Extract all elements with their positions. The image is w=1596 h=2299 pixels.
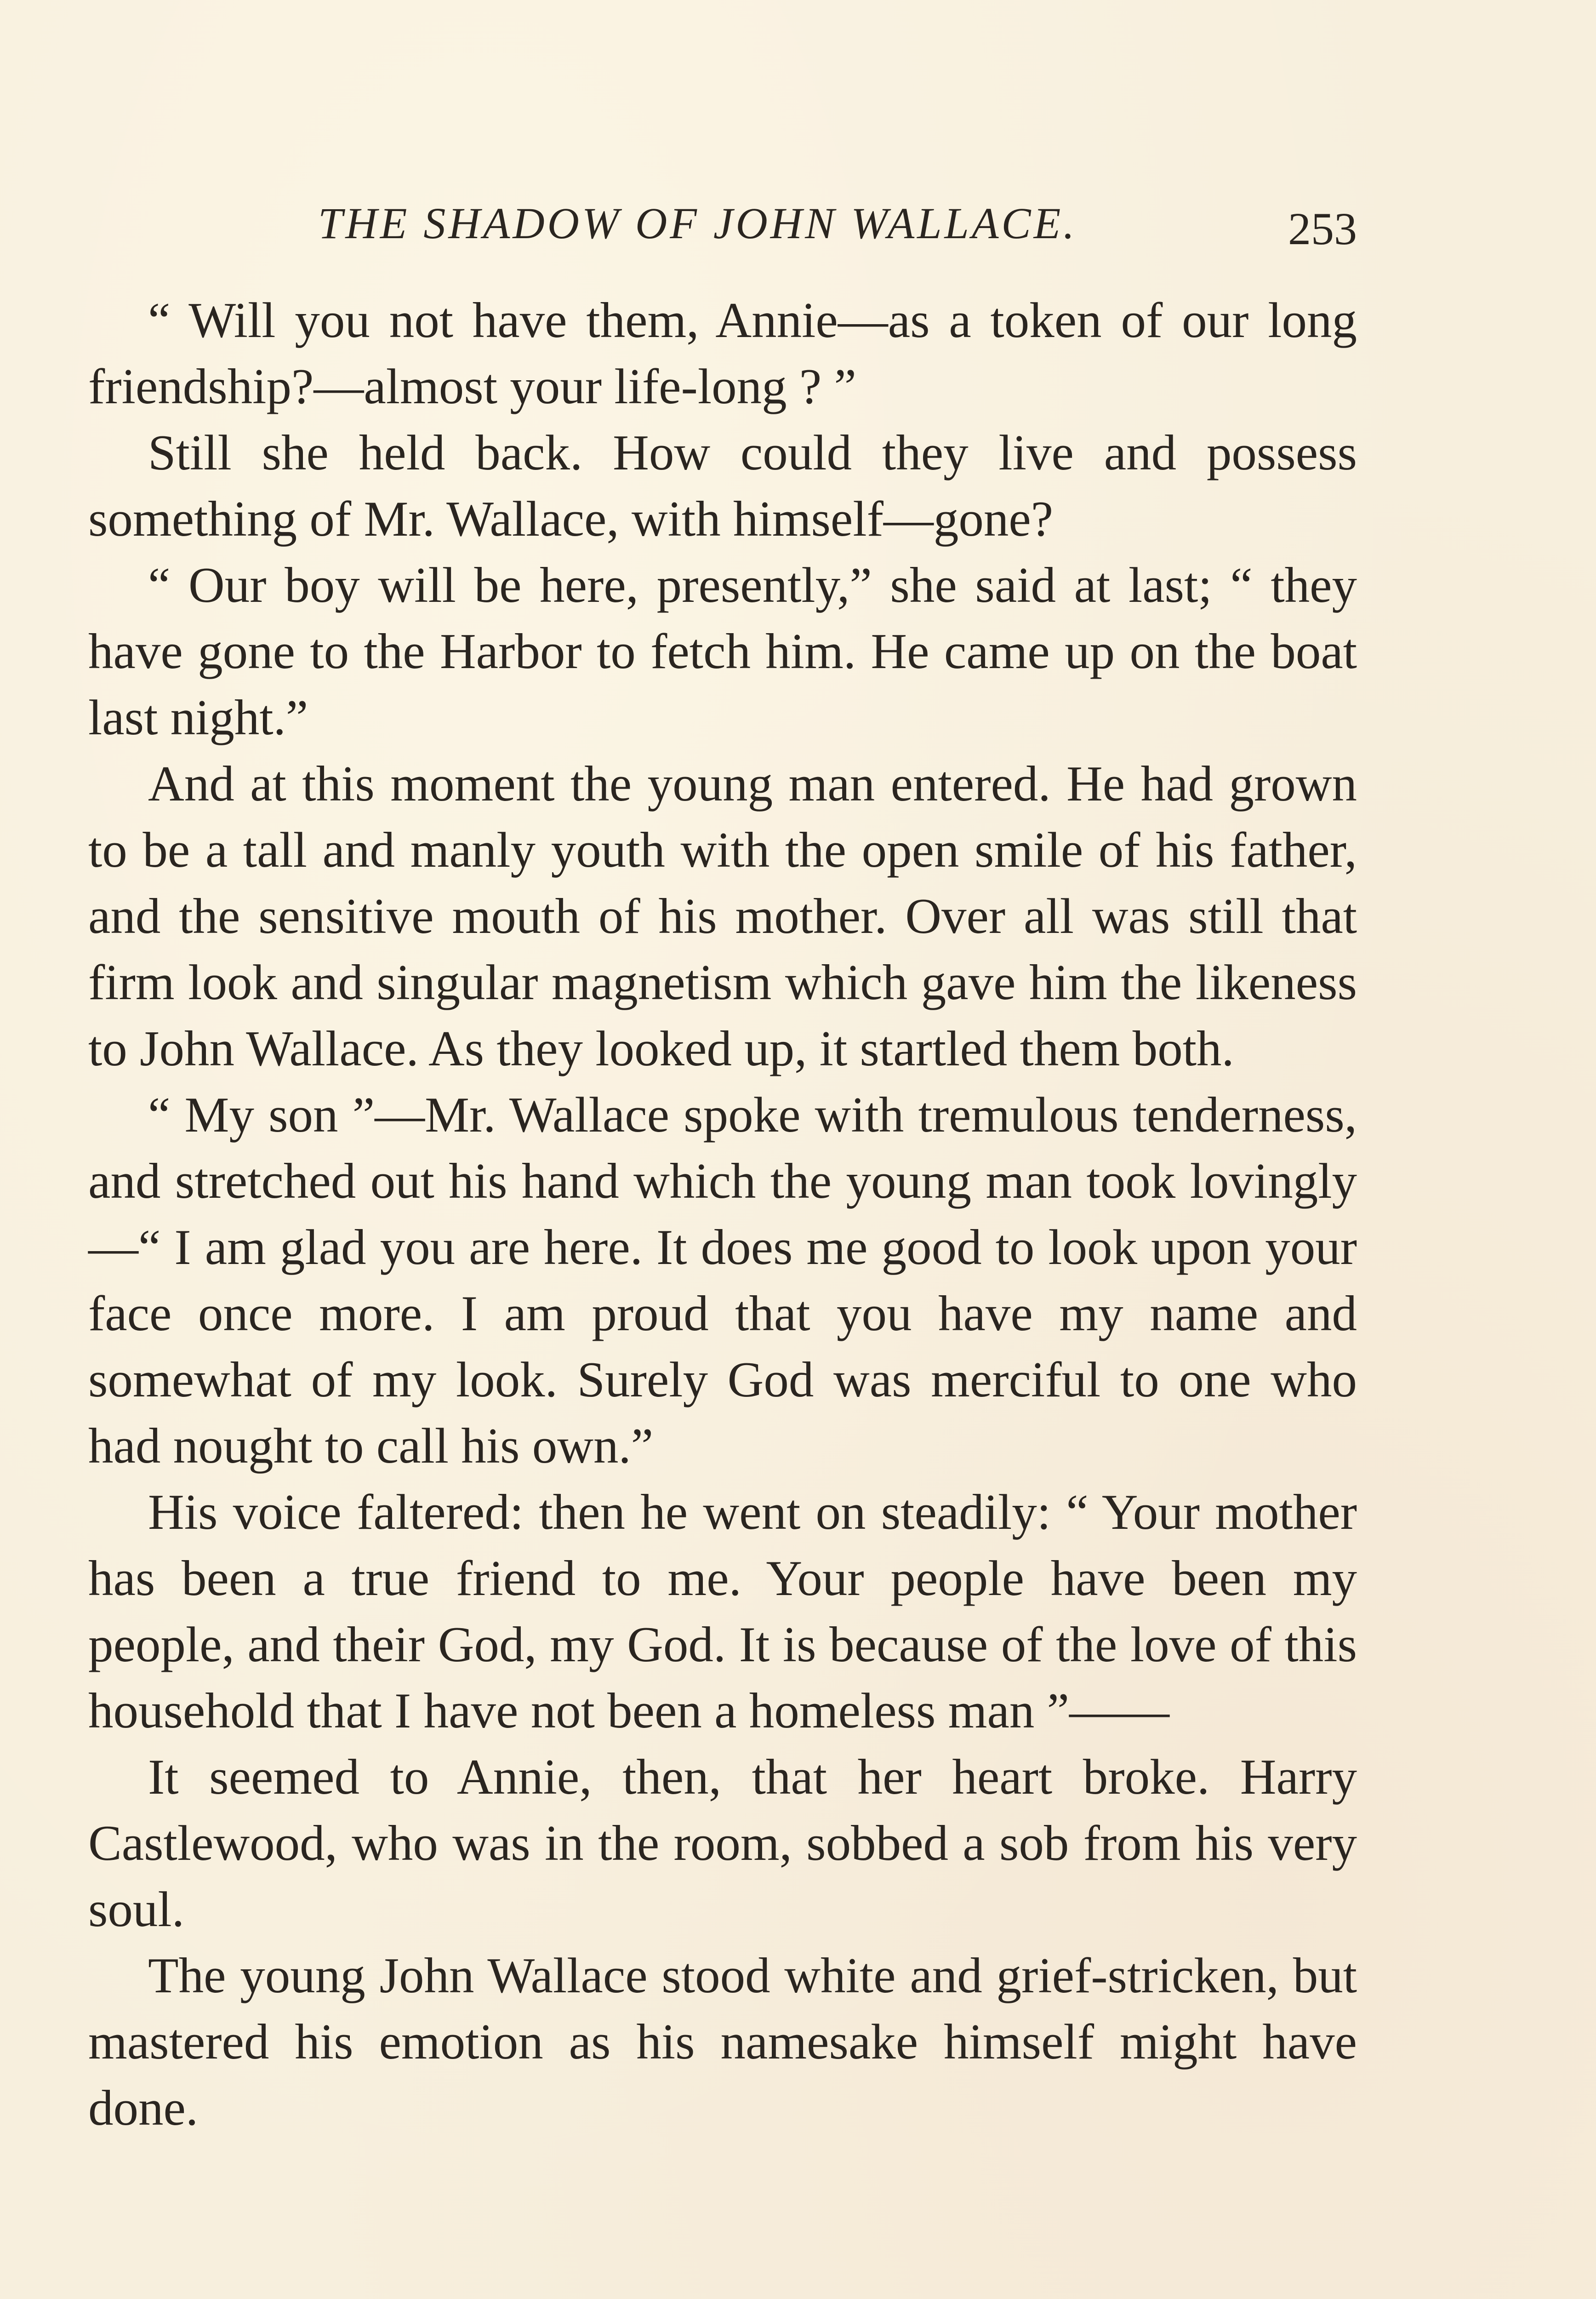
paragraph-6: His voice faltered: then he went on steadily: “ Your mother has been a true friend to me. Your people have been my people, and their God, my God. It is because of the love of this household that I have not been a homeless man ”—— (88, 1484, 1357, 1739)
page-header (88, 193, 1357, 267)
page-number: 253 (1288, 203, 1357, 254)
body-text (88, 287, 1357, 2141)
running-head: THE SHADOW OF JOHN WALLACE. (318, 199, 1077, 248)
paragraph-2: Still she held back. How could they live and possess something of Mr. Wallace, with himself—gone? (88, 425, 1357, 547)
paragraph-1: “ Will you not have them, Annie—as a token of our long friendship?—almost your life-long ? ” (88, 292, 1357, 414)
paragraph-5: “ My son ”—Mr. Wallace spoke with tremulous tenderness, and stretched out his hand which the young man took lovingly—“ I am glad you are here. It does me good to look upon your face once more. I am proud that you have my name and somewhat of my look. Surely God was merciful to one who had nought to call his own.” (88, 1087, 1357, 1474)
paragraph-7: It seemed to Annie, then, that her heart broke. Harry Castlewood, who was in the room, sobbed a sob from his very soul. (88, 1749, 1357, 1937)
paragraph-8: The young John Wallace stood white and grief-stricken, but mastered his emotion as his namesake himself might have done. (88, 1948, 1357, 2136)
paragraph-4: And at this moment the young man entered. He had grown to be a tall and manly youth with the open smile of his father, and the sensitive mouth of his mother. Over all was still that firm look and singular magnetism which gave him the likeness to John Wallace. As they looked up, it startled them both. (88, 756, 1357, 1076)
paragraph-3: “ Our boy will be here, presently,” she said at last; “ they have gone to the Harbor to fetch him. He came up on the boat last night.” (88, 557, 1357, 745)
